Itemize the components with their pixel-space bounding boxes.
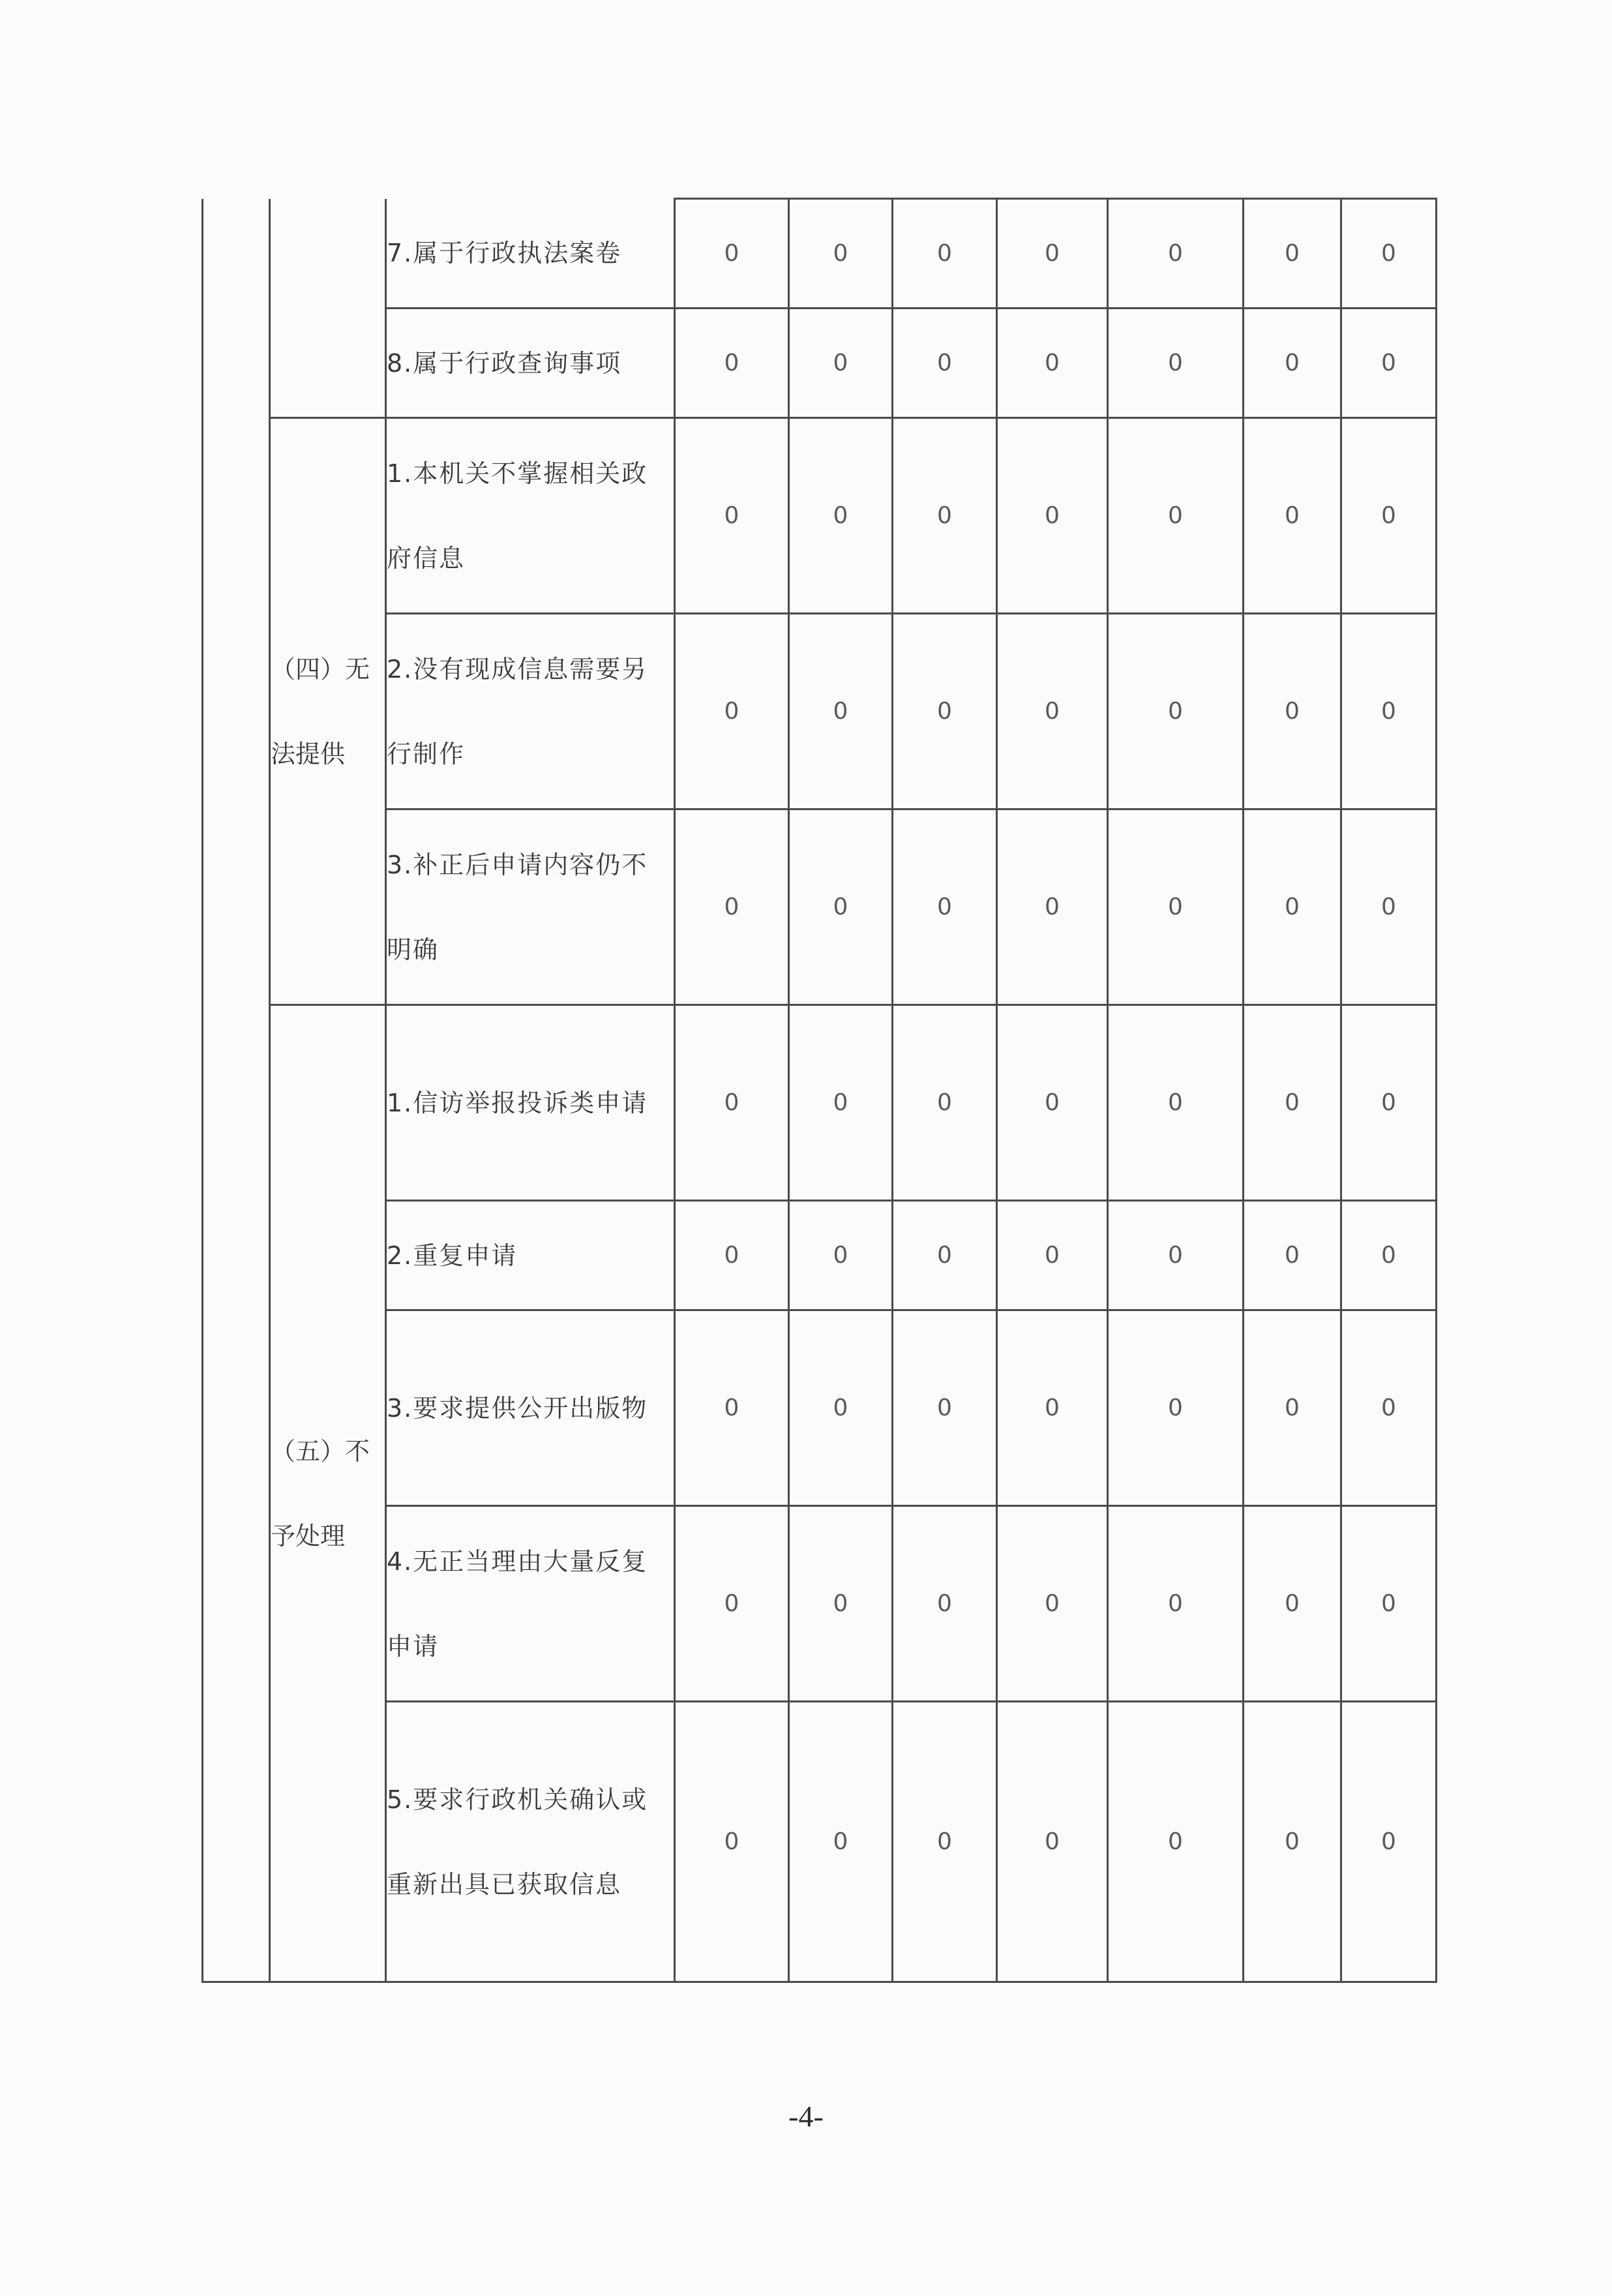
value-cell: 0 <box>789 309 893 418</box>
value-cell: 0 <box>675 1506 789 1702</box>
value-cell: 0 <box>1108 1310 1244 1506</box>
value-cell: 0 <box>997 809 1108 1005</box>
value-cell: 0 <box>789 1506 893 1702</box>
value-cell: 0 <box>1244 418 1341 614</box>
row-label: 2.没有现成信息需要另行制作 <box>386 614 675 809</box>
value-cell: 0 <box>893 1702 997 1982</box>
value-cell: 0 <box>675 199 789 309</box>
table-row <box>203 1702 1437 1982</box>
value-cell: 0 <box>675 614 789 809</box>
table-row <box>203 1201 1437 1310</box>
category-cell: （五）不予处理 <box>270 1005 386 1982</box>
value-cell: 0 <box>1341 199 1437 309</box>
value-cell: 0 <box>1108 1005 1244 1201</box>
value-cell: 0 <box>997 418 1108 614</box>
value-cell: 0 <box>1244 1506 1341 1702</box>
table-row <box>203 1506 1437 1702</box>
value-cell: 0 <box>789 418 893 614</box>
value-cell: 0 <box>997 614 1108 809</box>
table-row <box>203 309 1437 418</box>
value-cell: 0 <box>893 309 997 418</box>
value-cell: 0 <box>1341 809 1437 1005</box>
value-cell: 0 <box>997 1506 1108 1702</box>
value-cell: 0 <box>1341 1310 1437 1506</box>
value-cell: 0 <box>789 1005 893 1201</box>
value-cell: 0 <box>675 1201 789 1310</box>
value-cell: 0 <box>1341 418 1437 614</box>
row-label: 7.属于行政执法案卷 <box>386 199 675 309</box>
value-cell: 0 <box>997 309 1108 418</box>
row-label: 3.补正后申请内容仍不明确 <box>386 809 675 1005</box>
value-cell: 0 <box>997 1702 1108 1982</box>
value-cell: 0 <box>1108 199 1244 309</box>
value-cell: 0 <box>675 1005 789 1201</box>
value-cell: 0 <box>893 1005 997 1201</box>
table-row <box>203 1005 1437 1201</box>
value-cell: 0 <box>789 1702 893 1982</box>
value-cell: 0 <box>997 1005 1108 1201</box>
value-cell: 0 <box>997 1201 1108 1310</box>
value-cell: 0 <box>893 199 997 309</box>
value-cell: 0 <box>675 809 789 1005</box>
value-cell: 0 <box>675 418 789 614</box>
table-row <box>203 199 1437 309</box>
row-label: 5.要求行政机关确认或重新出具已获取信息 <box>386 1702 675 1982</box>
value-cell: 0 <box>893 1506 997 1702</box>
value-cell: 0 <box>1341 1201 1437 1310</box>
value-cell: 0 <box>675 309 789 418</box>
table-row <box>203 1310 1437 1506</box>
value-cell: 0 <box>893 1201 997 1310</box>
row-label: 4.无正当理由大量反复申请 <box>386 1506 675 1702</box>
value-cell: 0 <box>789 1201 893 1310</box>
value-cell: 0 <box>1244 309 1341 418</box>
value-cell: 0 <box>893 809 997 1005</box>
value-cell: 0 <box>1341 1005 1437 1201</box>
page-number: -4- <box>788 2100 824 2133</box>
value-cell: 0 <box>789 614 893 809</box>
value-cell: 0 <box>1244 1201 1341 1310</box>
outer-category-cell <box>203 199 270 1982</box>
category-cell <box>270 199 386 418</box>
value-cell: 0 <box>997 1310 1108 1506</box>
row-label: 1.本机关不掌握相关政府信息 <box>386 418 675 614</box>
value-cell: 0 <box>893 418 997 614</box>
value-cell: 0 <box>1108 1506 1244 1702</box>
value-cell: 0 <box>1341 614 1437 809</box>
row-label: 8.属于行政查询事项 <box>386 309 675 418</box>
value-cell: 0 <box>1341 1702 1437 1982</box>
value-cell: 0 <box>1108 809 1244 1005</box>
row-label: 2.重复申请 <box>386 1201 675 1310</box>
category-cell: （四）无法提供 <box>270 418 386 1005</box>
value-cell: 0 <box>1108 418 1244 614</box>
value-cell: 0 <box>1244 1310 1341 1506</box>
value-cell: 0 <box>789 809 893 1005</box>
value-cell: 0 <box>675 1702 789 1982</box>
value-cell: 0 <box>1244 1702 1341 1982</box>
value-cell: 0 <box>1244 1005 1341 1201</box>
value-cell: 0 <box>893 1310 997 1506</box>
table-row <box>203 614 1437 809</box>
value-cell: 0 <box>789 199 893 309</box>
table-row <box>203 809 1437 1005</box>
value-cell: 0 <box>997 199 1108 309</box>
value-cell: 0 <box>675 1310 789 1506</box>
value-cell: 0 <box>789 1310 893 1506</box>
row-label: 1.信访举报投诉类申请 <box>386 1005 675 1201</box>
value-cell: 0 <box>1341 309 1437 418</box>
value-cell: 0 <box>893 614 997 809</box>
value-cell: 0 <box>1244 809 1341 1005</box>
statistics-table <box>202 198 1437 1983</box>
value-cell: 0 <box>1108 614 1244 809</box>
table-row <box>203 418 1437 614</box>
value-cell: 0 <box>1108 309 1244 418</box>
value-cell: 0 <box>1108 1201 1244 1310</box>
value-cell: 0 <box>1108 1702 1244 1982</box>
value-cell: 0 <box>1341 1506 1437 1702</box>
value-cell: 0 <box>1244 199 1341 309</box>
row-label: 3.要求提供公开出版物 <box>386 1310 675 1506</box>
value-cell: 0 <box>1244 614 1341 809</box>
